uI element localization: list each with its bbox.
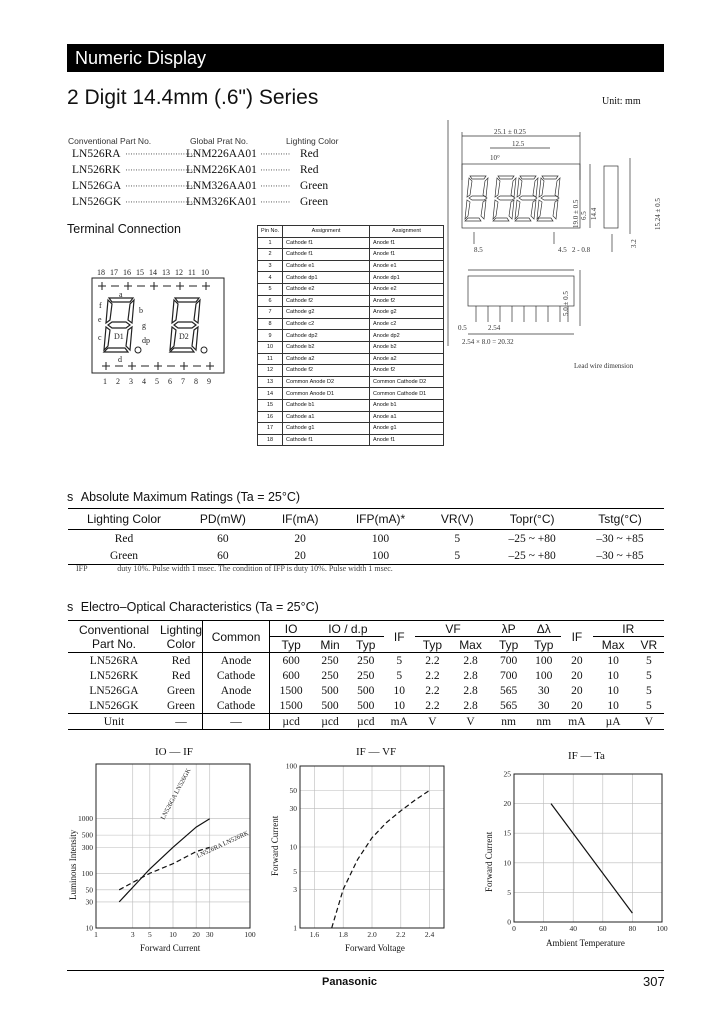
electro-header-group: λP [491, 621, 526, 637]
electro-subheader: Typ [348, 637, 384, 653]
chart-io-if [66, 760, 258, 956]
leader-dots: ············ [260, 149, 290, 159]
dim-label: 5.0 ± 0.5 [562, 291, 570, 316]
part-conv: LN526RA [72, 148, 121, 160]
pin-label: 13 [162, 268, 170, 277]
electro-header-group: IR [593, 621, 664, 637]
parts-header-conv: Conventional Part No. [68, 136, 152, 146]
part-global: LNM226AA01 [186, 148, 257, 160]
terminal-title: Terminal Connection [67, 222, 181, 236]
pin-label: 10 [201, 268, 209, 277]
pin-label: 7 [181, 377, 185, 386]
chart-if-vf [272, 760, 452, 956]
chart-1-ylabel: Luminous Intensity [68, 829, 78, 900]
series-line [332, 790, 430, 928]
electro-condition: (Ta = 25°C) [255, 600, 319, 614]
leader-dots: ············ [260, 165, 290, 175]
x-tick-label: 3 [130, 930, 135, 939]
plot-frame [514, 774, 662, 922]
y-tick-label: 100 [81, 868, 93, 878]
dim-label: 10° [490, 154, 500, 162]
electro-row: LN526GK Green Cathode 1500 500 500 10 2.2 2.8 565 30 20 10 5 [89, 699, 652, 712]
pin-label: 11 [188, 268, 196, 277]
dim-label: 15.24 ± 0.5 [654, 198, 662, 230]
y-tick-label: 50 [85, 885, 93, 895]
parts-header-global: Global Prat No. [190, 136, 249, 146]
abs-max-row: Green 60 20 100 5 –25 ~ +80 –30 ~ +85 [68, 547, 664, 565]
abs-max-header: Lighting Color [68, 509, 180, 530]
pin-label: 14 [149, 268, 157, 277]
footnote [76, 564, 393, 573]
leader-dots: ····························· [125, 165, 198, 175]
dim-label: 19.0 ± 0.5 [572, 199, 580, 228]
y-tick-label: 1000 [78, 814, 93, 824]
chart-3-title: IF — Ta [568, 750, 605, 762]
dim-label: 6.5 [580, 211, 588, 220]
pin-diagram [88, 266, 236, 386]
abs-max-title-text: Absolute Maximum Ratings [80, 490, 233, 504]
page-number: 307 [643, 974, 665, 989]
electro-title [67, 600, 319, 614]
abs-max-header-row [68, 509, 664, 530]
dim-label: 2.54 × 8.0 = 20.32 [462, 338, 514, 346]
electro-subheader: Typ [526, 637, 561, 653]
x-tick-label: 0 [512, 924, 516, 933]
terminal-header: Assignment [370, 226, 444, 238]
y-tick-label: 25 [503, 769, 511, 779]
y-tick-label: 50 [289, 785, 297, 795]
electro-header-color: Lighting Color [160, 622, 203, 651]
abs-max-condition: (Ta = 25°C) [236, 490, 301, 504]
terminal-row: 18 Cathode f1 Anode f1 [258, 434, 444, 446]
electro-header-common: Common [203, 621, 270, 653]
terminal-header: Pin No. [258, 226, 283, 238]
electro-table [68, 620, 664, 730]
part-color: Red [300, 164, 319, 176]
chart-1-title: IO — IF [155, 746, 193, 758]
x-tick-label: 30 [205, 930, 214, 939]
x-tick-label: 2.2 [396, 930, 406, 939]
terminal-table [257, 225, 444, 446]
parts-header-color: Lighting Color [286, 136, 339, 146]
part-color: Red [300, 148, 319, 160]
segment-label: d [118, 355, 122, 364]
pin-label: 5 [155, 377, 159, 386]
bullet: s [67, 600, 74, 614]
y-tick-label: 30 [289, 803, 297, 813]
y-tick-label: 5 [293, 866, 297, 876]
brand-logo: Panasonic [322, 976, 378, 988]
footer-rule [67, 970, 664, 971]
terminal-row: 14 Common Anode D1 Common Cathode D1 [258, 388, 444, 400]
segment-label: f [99, 301, 102, 310]
terminal-header-row [258, 226, 444, 238]
abs-max-header: IFP(mA)* [335, 509, 427, 530]
pin-label: 12 [175, 268, 183, 277]
terminal-row: 3 Cathode e1 Anode e1 [258, 260, 444, 272]
y-tick-label: 15 [503, 828, 511, 838]
pin-label: 9 [207, 377, 211, 386]
electro-subheader: Typ [270, 637, 313, 653]
electro-subheader: Max [593, 637, 634, 653]
x-tick-label: 2.4 [424, 930, 435, 939]
dim-label: 4.5 [558, 246, 567, 254]
series-line [551, 804, 632, 914]
pin-label: 18 [97, 268, 105, 277]
segment-label: dp [142, 336, 150, 345]
x-tick-label: 60 [599, 924, 607, 933]
chart-3-xlabel: Ambient Temperature [546, 938, 625, 948]
series-title: 2 Digit 14.4mm (.6") Series [67, 86, 319, 109]
chart-if-ta [480, 766, 670, 956]
segment-label: g [142, 321, 146, 330]
y-tick-label: 5 [507, 887, 511, 897]
y-tick-label: 300 [81, 842, 93, 852]
x-tick-label: 20 [539, 924, 548, 933]
electro-header-part: Conventional Part No. [68, 621, 160, 653]
x-tick-label: 40 [569, 924, 577, 933]
part-color: Green [300, 196, 329, 208]
x-tick-label: 20 [192, 930, 200, 939]
terminal-header: Assignment [283, 226, 370, 238]
x-tick-label: 1.8 [338, 930, 348, 939]
y-tick-label: 10 [85, 923, 93, 933]
pin-label: 15 [136, 268, 144, 277]
dimension-drawing [440, 120, 664, 375]
leader-dots: ············ [260, 197, 290, 207]
unit-label: Unit: mm [602, 96, 641, 107]
x-tick-label: 80 [628, 924, 637, 933]
electro-header-row-1 [68, 621, 664, 637]
pin-label: 3 [129, 377, 133, 386]
chart-2-xlabel: Forward Voltage [345, 943, 405, 953]
pin-label: 6 [168, 377, 172, 386]
dim-label: 2.54 [488, 324, 501, 332]
segment-label: b [139, 306, 143, 315]
part-conv: LN526GA [72, 180, 122, 192]
dim-label: 2 - 0.8 [572, 246, 591, 254]
chart-2-ylabel: Forward Current [270, 815, 280, 876]
digit-2-segments [170, 298, 200, 352]
x-tick-label: 10 [169, 930, 177, 939]
y-tick-label: 3 [293, 884, 297, 894]
abs-max-title [67, 490, 300, 504]
bullet: s [67, 490, 74, 504]
section-banner: Numeric Display [67, 44, 664, 72]
terminal-row: 5 Cathode e2 Anode e2 [258, 283, 444, 295]
part-global: LNM226KA01 [186, 164, 257, 176]
terminal-row: 17 Cathode g1 Anode g1 [258, 423, 444, 435]
part-conv: LN526RK [72, 164, 121, 176]
part-global: LNM326KA01 [186, 196, 257, 208]
dp-dot-1 [135, 347, 141, 353]
pin-label: 8 [194, 377, 198, 386]
y-tick-label: 500 [81, 830, 93, 840]
pin-label: 1 [103, 377, 107, 386]
dim-label: 8.5 [474, 246, 483, 254]
leader-dots: ············ [260, 181, 290, 191]
leader-dots: ····························· [125, 197, 198, 207]
leader-dots: ····························· [125, 181, 198, 191]
abs-max-header: Topr(°C) [488, 509, 576, 530]
electro-unit-row: Unit — — µcd µcd µcd mA V V nm nm mA µA V [68, 714, 664, 730]
part-global: LNM326AA01 [186, 180, 257, 192]
footnote-text: duty 10%. Pulse width 1 msec. The condition of IFP is duty 10%. Pulse width 1 msec. [117, 564, 393, 573]
part-conv: LN526GK [72, 196, 122, 208]
electro-row: LN526RK Red Cathode 600 250 250 5 2.2 2.8 700 100 20 10 5 [89, 669, 652, 682]
x-tick-label: 1.6 [309, 930, 320, 939]
electro-row: LN526GA Green Anode 1500 500 500 10 2.2 2.8 565 30 20 10 5 [89, 684, 652, 697]
chart-2-title: IF — VF [356, 746, 397, 758]
abs-max-header: PD(mW) [180, 509, 266, 530]
electro-header-group: IO / d.p [312, 621, 383, 637]
dim-label: 0.5 [458, 324, 467, 332]
x-tick-label: 100 [244, 930, 256, 939]
segment-label: e [98, 315, 102, 324]
terminal-row: 9 Cathode dp2 Anode dp2 [258, 330, 444, 342]
dim-label: 25.1 ± 0.25 [494, 128, 526, 136]
dim-label: 14.4 [590, 207, 598, 220]
pin-label: 16 [123, 268, 131, 277]
series-label: LN526GA LN526GK [159, 767, 193, 821]
terminal-row: 6 Cathode f2 Anode f2 [258, 295, 444, 307]
terminal-row: 1 Cathode f1 Anode f1 [258, 237, 444, 249]
leader-dots: ····························· [125, 149, 198, 159]
terminal-row: 2 Cathode f1 Anode f1 [258, 249, 444, 261]
y-tick-label: 100 [285, 761, 297, 771]
y-tick-label: 30 [85, 897, 93, 907]
pin-label: 4 [142, 377, 146, 386]
abs-max-table [68, 508, 664, 565]
chart-1-xlabel: Forward Current [140, 943, 201, 953]
terminal-row: 13 Common Anode D2 Common Cathode D2 [258, 376, 444, 388]
footnote-symbol: IFP [76, 564, 88, 573]
electro-subheader: VR [634, 637, 664, 653]
series-label: LN526RA LN526RK [195, 829, 250, 860]
electro-subheader: Typ [491, 637, 526, 653]
electro-header-group: VF [415, 621, 491, 637]
x-tick-label: 2.0 [367, 930, 377, 939]
terminal-row: 11 Cathode a2 Anode a2 [258, 353, 444, 365]
electro-title-text: Electro–Optical Characteristics [80, 600, 252, 614]
electro-row: LN526RA Red Anode 600 250 250 5 2.2 2.8 700 100 20 10 5 [68, 653, 664, 669]
electro-subheader: Max [450, 637, 491, 653]
electro-header-group: IF [561, 621, 592, 653]
terminal-row: 15 Cathode b1 Anode b1 [258, 399, 444, 411]
segment-label: c [98, 333, 102, 342]
digit-label-d2: D2 [179, 332, 189, 341]
dim-caption: Lead wire dimension [574, 362, 634, 370]
segment-label: a [119, 290, 123, 299]
pin-label: 2 [116, 377, 120, 386]
abs-max-header: IF(mA) [266, 509, 335, 530]
chart-3-ylabel: Forward Current [484, 831, 494, 892]
y-tick-label: 10 [503, 858, 511, 868]
abs-max-row: Red 60 20 100 5 –25 ~ +80 –30 ~ +85 [114, 532, 644, 545]
electro-header-group: Δλ [526, 621, 561, 637]
y-tick-label: 20 [503, 799, 511, 809]
dp-dot-2 [201, 347, 207, 353]
digit-label-d1: D1 [114, 332, 124, 341]
x-tick-label: 100 [656, 924, 668, 933]
dim-label: 3.2 [630, 239, 638, 248]
terminal-row: 12 Cathode f2 Anode f2 [258, 365, 444, 377]
terminal-row: 10 Cathode b2 Anode b2 [258, 341, 444, 353]
electro-header-group: IO [270, 621, 313, 637]
terminal-row: 4 Cathode dp1 Anode dp1 [258, 272, 444, 284]
y-tick-label: 1 [293, 923, 297, 933]
terminal-row: 7 Cathode g2 Anode g2 [258, 307, 444, 319]
electro-subheader: Typ [415, 637, 450, 653]
terminal-row: 8 Cathode c2 Anode c2 [258, 318, 444, 330]
x-tick-label: 5 [147, 930, 152, 939]
dim-label: 12.5 [512, 140, 525, 148]
pin-marks [98, 282, 214, 370]
abs-max-header: VR(V) [426, 509, 488, 530]
abs-max-header: Tstg(°C) [576, 509, 664, 530]
pin-label: 17 [110, 268, 118, 277]
y-tick-label: 10 [289, 842, 297, 852]
electro-subheader: Min [312, 637, 348, 653]
terminal-row: 16 Cathode a1 Anode a1 [258, 411, 444, 423]
x-tick-label: 1 [94, 930, 98, 939]
electro-header-group: IF [384, 621, 415, 653]
part-color: Green [300, 180, 329, 192]
y-tick-label: 0 [507, 917, 511, 927]
digit-1-segments [104, 298, 134, 352]
